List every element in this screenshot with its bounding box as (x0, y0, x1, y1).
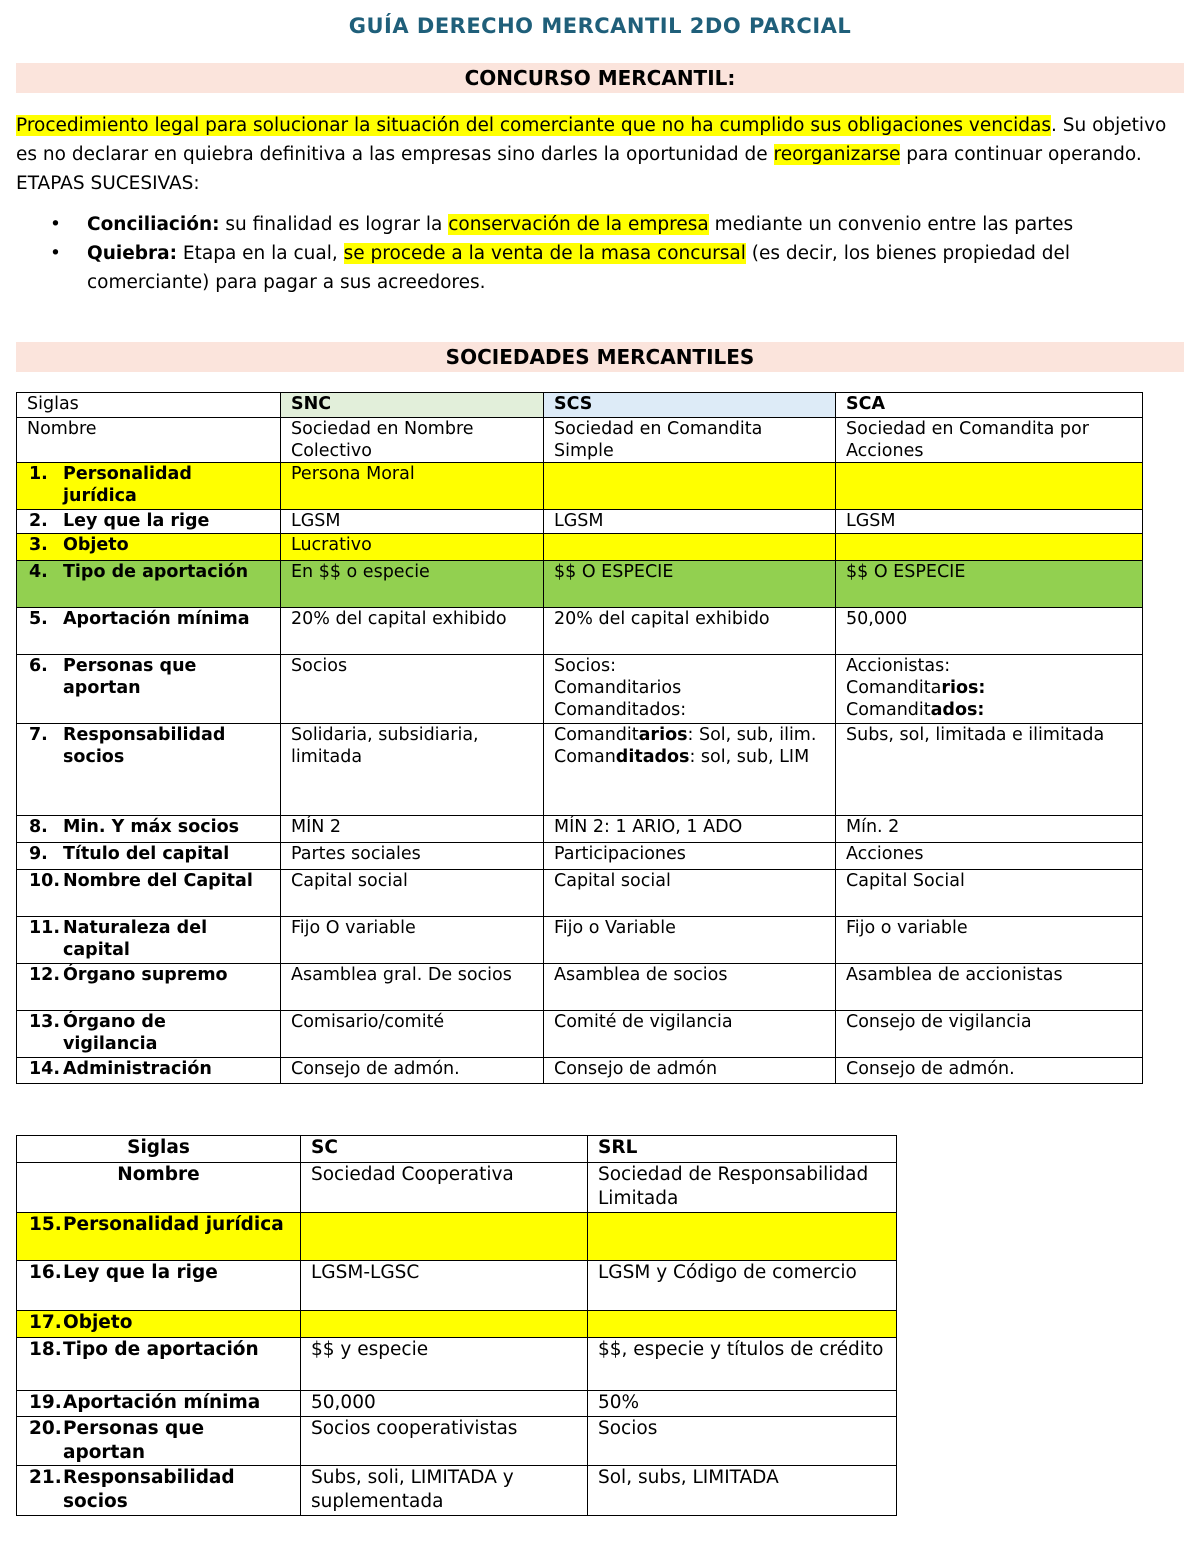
section-heading-sociedades: SOCIEDADES MERCANTILES (16, 342, 1184, 372)
cell-line: Comanditados: (554, 700, 687, 720)
table-cell: MÍN 2 (281, 816, 544, 843)
table-cell: Consejo de admón. (281, 1058, 544, 1084)
cell-text-bold: arios (638, 725, 688, 745)
table-cell: Sociedad de Responsabilidad Limitada (588, 1163, 897, 1213)
snc-header: SNC (281, 393, 544, 418)
row-label-text: Objeto (63, 1312, 133, 1333)
row-label (17, 608, 281, 655)
table-row (17, 1338, 897, 1391)
row-label-text: Ley que la rige (63, 1262, 218, 1283)
row-label-text: Min. Y máx socios (63, 817, 240, 837)
table-cell: Socios (588, 1417, 897, 1466)
table-cell (544, 655, 836, 724)
table-cell: Fijo o Variable (544, 917, 836, 964)
table-cell: LGSM y Código de comercio (588, 1261, 897, 1311)
table-row (17, 1261, 897, 1311)
table-cell (836, 534, 1143, 561)
table-cell: Capital social (281, 870, 544, 917)
cell-text: : Sol, sub, ilim. (687, 725, 817, 745)
table-cell: Subs, sol, limitada e ilimitada (836, 724, 1143, 816)
etapa-quiebra (16, 239, 1184, 297)
row-label-text: Aportación mínima (63, 1392, 261, 1413)
cell-text: Comandit (554, 725, 639, 745)
table-row (17, 534, 1143, 561)
row-number: 8. (29, 817, 48, 837)
row-number: 21. (29, 1467, 62, 1488)
sca-header: SCA (836, 393, 1143, 418)
row-label-text: Aportación mínima (63, 609, 250, 629)
row-label-text: Órgano supremo (63, 965, 228, 985)
highlight-definition: Procedimiento legal para solucionar la situación del comerciante que no ha cumplido sus obligaciones vencidas (16, 115, 1051, 136)
table-cell: Sociedad en Comandita Simple (544, 418, 836, 463)
row-number: 15. (29, 1214, 62, 1235)
row-number: 20. (29, 1418, 62, 1439)
row-number: 14. (29, 1059, 61, 1079)
row-label (17, 1466, 301, 1516)
table-cell: LGSM (281, 510, 544, 534)
cell-text-bold: ados: (930, 700, 985, 720)
etapa-text: Etapa en la cual, (177, 243, 344, 264)
table-row (17, 655, 1143, 724)
table-cell: Consejo de admón (544, 1058, 836, 1084)
row-number: 6. (29, 656, 48, 676)
concurso-paragraph (16, 111, 1184, 198)
row-label (17, 1213, 301, 1261)
table-cell (301, 1213, 588, 1261)
cell-text: Comandita (846, 678, 942, 698)
cell-line (554, 724, 825, 746)
table-cell: Participaciones (544, 843, 836, 870)
table-row (17, 1011, 1143, 1058)
table-row (17, 510, 1143, 534)
row-label (17, 843, 281, 870)
row-label-text: Naturaleza del capital (63, 918, 208, 960)
row-label-text: Administración (63, 1059, 212, 1079)
table-cell: LGSM (836, 510, 1143, 534)
table-cell: Consejo de admón. (836, 1058, 1143, 1084)
etapa-text: (es decir, los bienes propiedad del comerciante) para pagar a sus acreedores. (87, 243, 1071, 293)
table-cell (836, 463, 1143, 510)
cell-line: Socios: (554, 656, 617, 676)
table-row (17, 561, 1143, 608)
table-cell: Consejo de vigilancia (836, 1011, 1143, 1058)
table-cell: $$ O ESPECIE (836, 561, 1143, 608)
table-row (17, 1391, 897, 1417)
table-cell: Persona Moral (281, 463, 544, 510)
row-label (17, 561, 281, 608)
table-cell: Acciones (836, 843, 1143, 870)
row-number: 13. (29, 1012, 61, 1032)
table-cell: Asamblea gral. De socios (281, 964, 544, 1011)
table-cell: Sol, subs, LIMITADA (588, 1466, 897, 1516)
highlight-venta: se procede a la venta de la masa concursal (343, 243, 746, 264)
table-row (17, 917, 1143, 964)
row-label (17, 1391, 301, 1417)
cell-line: Comanditarios (554, 678, 682, 698)
table-row (17, 724, 1143, 816)
table-cell: Asamblea de accionistas (836, 964, 1143, 1011)
row-number: 5. (29, 609, 48, 629)
cell-text: : sol, sub, LIM (689, 747, 810, 767)
row-label (17, 1338, 301, 1391)
row-number: 19. (29, 1392, 62, 1413)
table-row (17, 870, 1143, 917)
etapa-text: su finalidad es lograr la (219, 214, 449, 235)
row-label (17, 534, 281, 561)
sociedades-table-1 (16, 392, 1143, 1084)
table-cell: Capital social (544, 870, 836, 917)
row-label-text: Responsabilidad socios (63, 725, 226, 767)
row-label-text: Tipo de aportación (63, 1339, 259, 1360)
table-cell (301, 1311, 588, 1338)
section-heading-concurso: CONCURSO MERCANTIL: (16, 63, 1184, 93)
page-title: GUÍA DERECHO MERCANTIL 2DO PARCIAL (348, 14, 852, 38)
row-label-text: Personas que aportan (63, 1418, 205, 1463)
table-cell: LGSM-LGSC (301, 1261, 588, 1311)
paragraph-text: . Su objetivo es no declarar en quiebra definitiva a las empresas sino darles la oportunidad de (16, 115, 1167, 165)
table-cell: Sociedad en Comandita por Acciones (836, 418, 1143, 463)
sc-header: SC (301, 1136, 588, 1163)
sociedades-table-2 (16, 1135, 897, 1516)
table-cell (544, 724, 836, 816)
table-cell: Socios cooperativistas (301, 1417, 588, 1466)
table-cell: $$, especie y títulos de crédito (588, 1338, 897, 1391)
cell-text: Coman (554, 747, 616, 767)
table-cell: LGSM (544, 510, 836, 534)
etapa-text: mediante un convenio entre las partes (708, 214, 1074, 235)
table-cell: $$ y especie (301, 1338, 588, 1391)
row-label-text: Nombre del Capital (63, 871, 253, 891)
table-row (17, 418, 1143, 463)
table-cell: Asamblea de socios (544, 964, 836, 1011)
row-label-text: Tipo de aportación (63, 562, 249, 582)
nombre-label: Nombre (17, 1163, 301, 1213)
table-cell (836, 655, 1143, 724)
table-cell: 50,000 (836, 608, 1143, 655)
row-label-text: Objeto (63, 535, 129, 555)
row-label (17, 1011, 281, 1058)
row-label (17, 1417, 301, 1466)
etapa-label: Conciliación: (87, 214, 220, 235)
table-cell: Comisario/comité (281, 1011, 544, 1058)
row-label-text: Personalidad jurídica (63, 1214, 284, 1235)
row-label (17, 510, 281, 534)
row-label-text: Ley que la rige (63, 511, 210, 531)
row-label (17, 655, 281, 724)
cell-line (554, 746, 825, 768)
row-label-text: Órgano de vigilancia (63, 1012, 166, 1054)
scs-header: SCS (544, 393, 836, 418)
nombre-label: Nombre (17, 418, 281, 463)
table-row (17, 964, 1143, 1011)
siglas-label: Siglas (17, 1136, 301, 1163)
table-row (17, 1466, 897, 1516)
row-label-text: Título del capital (63, 844, 230, 864)
etapa-label: Quiebra: (87, 243, 178, 264)
row-number: 10. (29, 871, 61, 891)
paragraph-text: para continuar operando. ETAPAS SUCESIVAS: (16, 144, 1142, 194)
table-cell: Comité de vigilancia (544, 1011, 836, 1058)
cell-line (846, 677, 1132, 699)
table-cell (588, 1311, 897, 1338)
table-cell: Partes sociales (281, 843, 544, 870)
table-row (17, 816, 1143, 843)
row-number: 4. (29, 562, 48, 582)
table-cell: 20% del capital exhibido (544, 608, 836, 655)
table-cell (544, 463, 836, 510)
table-row (17, 393, 1143, 418)
row-label-text: Personas que aportan (63, 656, 197, 698)
siglas-label: Siglas (17, 393, 281, 418)
table-cell: 20% del capital exhibido (281, 608, 544, 655)
row-label (17, 1311, 301, 1338)
table-cell: Mín. 2 (836, 816, 1143, 843)
table-row (17, 1136, 897, 1163)
row-label-text: Personalidad jurídica (63, 464, 192, 506)
table-row (17, 1058, 1143, 1084)
table-row (17, 843, 1143, 870)
cell-text-bold: ditados (615, 747, 690, 767)
table-cell: Fijo o variable (836, 917, 1143, 964)
row-number: 1. (29, 464, 48, 484)
row-number: 7. (29, 725, 48, 745)
row-number: 12. (29, 965, 61, 985)
etapas-list (16, 210, 1184, 297)
row-number: 3. (29, 535, 48, 555)
row-label (17, 1058, 281, 1084)
row-label (17, 964, 281, 1011)
cell-line (846, 699, 1132, 721)
table-cell: 50% (588, 1391, 897, 1417)
table-row (17, 1163, 897, 1213)
row-label (17, 816, 281, 843)
row-label (17, 1261, 301, 1311)
table-cell: Solidaria, subsidiaria, limitada (281, 724, 544, 816)
table-cell (544, 534, 836, 561)
cell-line: Accionistas: (846, 656, 951, 676)
row-label (17, 917, 281, 964)
table-cell: Sociedad en Nombre Colectivo (281, 418, 544, 463)
row-label (17, 463, 281, 510)
table-cell: Fijo O variable (281, 917, 544, 964)
table-cell: Subs, soli, LIMITADA y suplementada (301, 1466, 588, 1516)
row-number: 18. (29, 1339, 62, 1360)
highlight-conservacion: conservación de la empresa (448, 214, 709, 235)
row-label (17, 870, 281, 917)
highlight-reorganizarse: reorganizarse (773, 144, 901, 165)
table-row (17, 1311, 897, 1338)
table-cell: Socios (281, 655, 544, 724)
row-number: 2. (29, 511, 48, 531)
srl-header: SRL (588, 1136, 897, 1163)
table-cell: En $$ o especie (281, 561, 544, 608)
table-row (17, 463, 1143, 510)
table-cell: Sociedad Cooperativa (301, 1163, 588, 1213)
row-number: 16. (29, 1262, 62, 1283)
table-cell: 50,000 (301, 1391, 588, 1417)
table-cell: $$ O ESPECIE (544, 561, 836, 608)
cell-text: Comandit (846, 700, 931, 720)
row-number: 9. (29, 844, 48, 864)
table-cell: Lucrativo (281, 534, 544, 561)
table-row (17, 608, 1143, 655)
table-cell: Capital Social (836, 870, 1143, 917)
table-cell: MÍN 2: 1 ARIO, 1 ADO (544, 816, 836, 843)
row-label-text: Responsabilidad socios (63, 1467, 235, 1512)
etapa-conciliacion (16, 210, 1184, 239)
row-number: 11. (29, 918, 61, 938)
table-cell (588, 1213, 897, 1261)
row-number: 17. (29, 1312, 62, 1333)
cell-text-bold: rios: (941, 678, 986, 698)
row-label (17, 724, 281, 816)
table-row (17, 1213, 897, 1261)
table-row (17, 1417, 897, 1466)
